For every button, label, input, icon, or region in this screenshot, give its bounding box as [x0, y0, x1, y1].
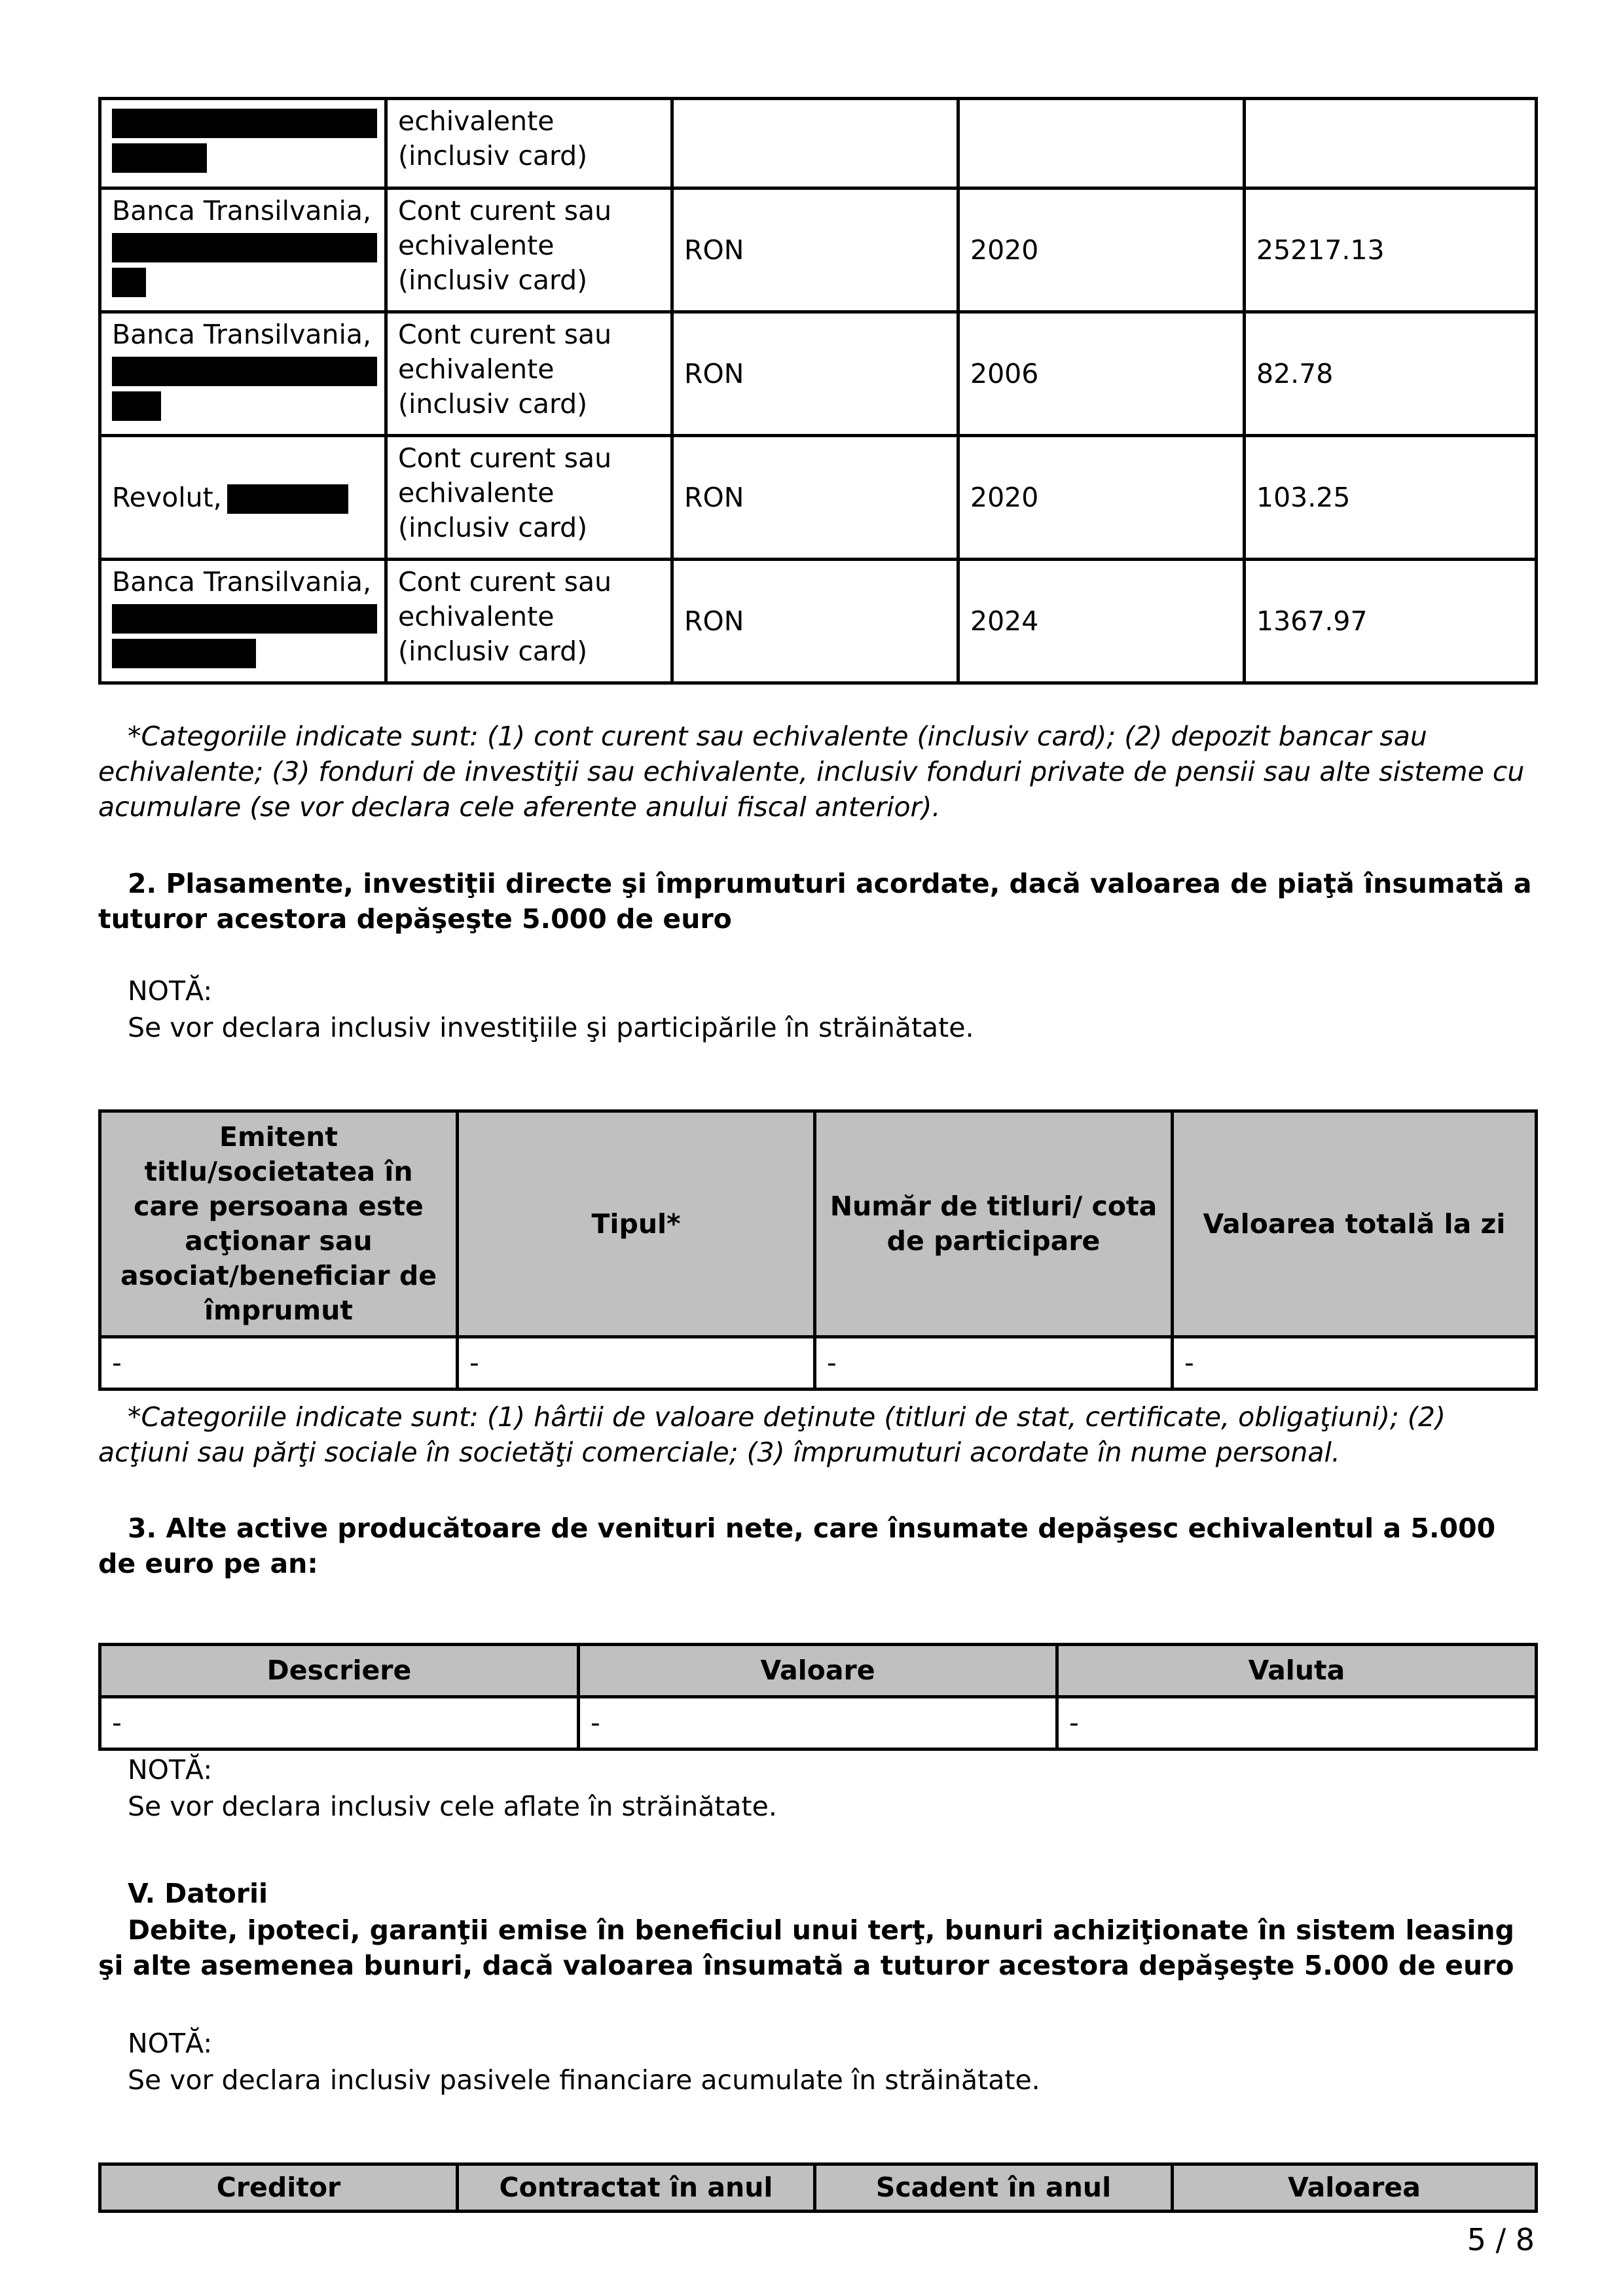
redaction-block	[112, 639, 256, 668]
account-type: Cont curent sau echivalente (inclusiv card)	[386, 312, 672, 436]
account-row	[100, 436, 1537, 560]
other-assets-table	[98, 1643, 1538, 1751]
investments-header-type: Tipul*	[458, 1111, 815, 1337]
redaction-block	[112, 268, 146, 297]
institution-name: Banca Transilvania,	[112, 195, 371, 226]
account-year: 2020	[958, 436, 1245, 560]
redaction-block	[112, 604, 377, 634]
other-assets-cell: -	[1057, 1697, 1537, 1749]
account-institution	[100, 436, 386, 560]
debts-header-creditor: Creditor	[100, 2164, 458, 2212]
account-row	[100, 188, 1537, 312]
account-institution	[100, 99, 386, 188]
other-assets-header-description: Descriere	[100, 1645, 579, 1697]
other-assets-cell: -	[579, 1697, 1057, 1749]
account-amount: 1367.97	[1245, 560, 1537, 683]
accounts-footnote: *Categoriile indicate sunt: (1) cont curent sau echivalente (inclusiv card); (2) depozit bancar sau echivalente; (3) fonduri de investiţii sau echivalente, inclusiv fonduri private de pensii sau alte sisteme cu acumulare (se vor declara cele aferente anului fiscal anterior).	[98, 721, 1525, 823]
account-currency: RON	[672, 188, 958, 312]
account-amount: 103.25	[1245, 436, 1537, 560]
accounts-table	[98, 97, 1538, 685]
debts-header-amount: Valoarea	[1173, 2164, 1537, 2212]
account-currency: RON	[672, 312, 958, 436]
debts-header-due: Scadent în anul	[815, 2164, 1173, 2212]
investments-header-issuer: Emitent titlu/societatea în care persoana este acţionar sau asociat/beneficiar de împrumut	[100, 1111, 458, 1337]
section5-heading: V. Datorii	[128, 1878, 268, 1909]
account-institution	[100, 312, 386, 436]
account-currency: RON	[672, 436, 958, 560]
account-type: echivalente (inclusiv card)	[386, 99, 672, 188]
other-assets-header-currency: Valuta	[1057, 1645, 1537, 1697]
investments-cell: -	[815, 1337, 1173, 1390]
account-amount: 25217.13	[1245, 188, 1537, 312]
investments-table	[98, 1109, 1538, 1391]
redaction-block	[112, 233, 377, 262]
investments-header-count: Număr de titluri/ cota de participare	[815, 1111, 1173, 1337]
account-row	[100, 99, 1537, 188]
redaction-block	[227, 484, 348, 514]
account-amount	[1245, 99, 1537, 188]
account-currency	[672, 99, 958, 188]
redaction-block	[112, 357, 377, 386]
section5-note-label: NOTĂ:	[128, 2028, 213, 2059]
account-year	[958, 99, 1245, 188]
institution-name: Revolut,	[112, 481, 222, 513]
section2-note-label: NOTĂ:	[128, 975, 213, 1007]
section5-title: Debite, ipoteci, garanţii emise în beneficiul unui terţ, bunuri achiziţionate în sistem leasing şi alte asemenea bunuri, dacă valoarea însumată a tuturor acestora depăşeşte 5.000 de euro	[98, 1914, 1514, 1981]
section3-note-label: NOTĂ:	[128, 1754, 213, 1785]
institution-name: Banca Transilvania,	[112, 319, 371, 350]
account-year: 2020	[958, 188, 1245, 312]
account-type: Cont curent sau echivalente (inclusiv card)	[386, 560, 672, 683]
account-institution	[100, 188, 386, 312]
account-row	[100, 312, 1537, 436]
account-currency: RON	[672, 560, 958, 683]
account-type: Cont curent sau echivalente (inclusiv card)	[386, 436, 672, 560]
section3-note-text: Se vor declara inclusiv cele aflate în străinătate.	[128, 1791, 777, 1822]
account-institution	[100, 560, 386, 683]
section3-title: 3. Alte active producătoare de venituri nete, care însumate depăşesc echivalentul a 5.000 de euro pe an:	[98, 1513, 1496, 1579]
investments-header-value: Valoarea totală la zi	[1173, 1111, 1537, 1337]
institution-name: Banca Transilvania,	[112, 566, 371, 598]
other-assets-header-value: Valoare	[579, 1645, 1057, 1697]
page-number: 5 / 8	[1467, 2222, 1535, 2257]
account-amount: 82.78	[1245, 312, 1537, 436]
redaction-block	[112, 109, 377, 138]
investments-cell: -	[1173, 1337, 1537, 1390]
section2-footnote: *Categoriile indicate sunt: (1) hârtii de valoare deţinute (titluri de stat, certificate, obligaţiuni); (2) acţiuni sau părţi sociale în societăţi comerciale; (3) împrumuturi acordate în nume personal.	[98, 1401, 1446, 1468]
debts-header-contracted: Contractat în anul	[458, 2164, 815, 2212]
section2-title: 2. Plasamente, investiţii directe şi împrumuturi acordate, dacă valoarea de piaţă însumată a tuturor acestora depăşeşte 5.000 de euro	[98, 868, 1532, 935]
debts-table	[98, 2162, 1538, 2213]
account-row	[100, 560, 1537, 683]
section5-note-text: Se vor declara inclusiv pasivele financiare acumulate în străinătate.	[128, 2064, 1040, 2096]
investments-cell: -	[458, 1337, 815, 1390]
redaction-block	[112, 391, 161, 421]
section2-note-text: Se vor declara inclusiv investiţiile şi participările în străinătate.	[128, 1012, 974, 1043]
account-type: Cont curent sau echivalente (inclusiv card)	[386, 188, 672, 312]
redaction-block	[112, 143, 207, 173]
other-assets-cell: -	[100, 1697, 579, 1749]
account-year: 2006	[958, 312, 1245, 436]
account-year: 2024	[958, 560, 1245, 683]
investments-cell: -	[100, 1337, 458, 1390]
